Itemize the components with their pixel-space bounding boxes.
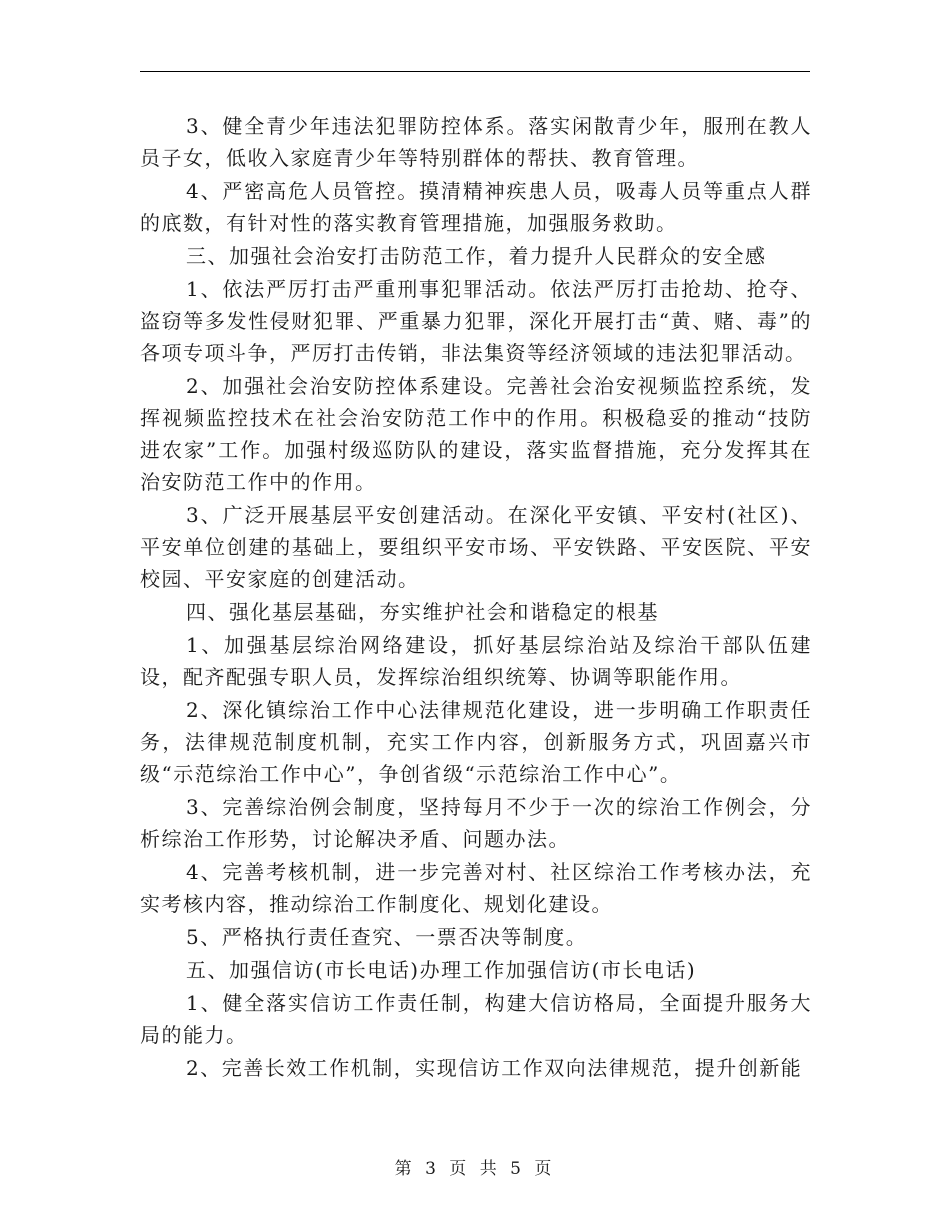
section-heading: 四、强化基层基础，夯实维护社会和谐稳定的根基 xyxy=(186,600,659,624)
page-number-footer: 第 3 页 共 5 页 xyxy=(394,1159,556,1179)
paragraph: 2、深化镇综治工作中心法律规范化建设，进一步明确工作职责任务，法律规范制度机制，充实工作内容，创新服务方式，巩固嘉兴市级“示范综治工作中心”，争创省级“示范综治工作中心”。 xyxy=(140,698,812,786)
paragraph: 4、完善考核机制，进一步完善对村、社区综治工作考核办法，充实考核内容，推动综治工作制度化、规划化建设。 xyxy=(140,860,812,916)
paragraph: 3、健全青少年违法犯罪防控体系。落实闲散青少年，服刑在教人员子女，低收入家庭青少年等特别群体的帮扶、教育管理。 xyxy=(140,114,812,170)
paragraph: 1、依法严厉打击严重刑事犯罪活动。依法严厉打击抢劫、抢夺、盗窃等多发性侵财犯罪、严重暴力犯罪，深化开展打击“黄、赌、毒”的各项专项斗争，严厉打击传销，非法集资等经济领域的违法犯罪活动。 xyxy=(140,277,812,365)
paragraph: 3、完善综治例会制度，坚持每月不少于一次的综治工作例会，分析综治工作形势，讨论解决矛盾、问题办法。 xyxy=(140,795,812,851)
paragraph: 1、健全落实信访工作责任制，构建大信访格局，全面提升服务大局的能力。 xyxy=(140,991,812,1047)
paragraph: 2、加强社会治安防控体系建设。完善社会治安视频监控系统，发挥视频监控技术在社会治安防范工作中的作用。积极稳妥的推动“技防进农家”工作。加强村级巡防队的建设，落实监督措施，充分发挥其在治安防范工作中的作用。 xyxy=(140,374,812,494)
header-rule xyxy=(140,71,810,72)
paragraph: 5、严格执行责任查究、一票否决等制度。 xyxy=(186,925,588,949)
section-heading: 五、加强信访(市长电话)办理工作加强信访(市长电话) xyxy=(186,958,697,982)
paragraph: 3、广泛开展基层平安创建活动。在深化平安镇、平安村(社区)、平安单位创建的基础上，要组织平安市场、平安铁路、平安医院、平安校园、平安家庭的创建活动。 xyxy=(140,503,812,591)
paragraph: 2、完善长效工作机制，实现信访工作双向法律规范，提升创新能 xyxy=(186,1056,803,1080)
paragraph: 4、严密高危人员管控。摸清精神疾患人员，吸毒人员等重点人群的底数，有针对性的落实教育管理措施，加强服务救助。 xyxy=(140,179,812,235)
document-body xyxy=(140,110,812,1085)
section-heading: 三、加强社会治安打击防范工作，着力提升人民群众的安全感 xyxy=(186,244,767,268)
paragraph: 1、加强基层综治网络建设，抓好基层综治站及综治干部队伍建设，配齐配强专职人员，发挥综治组织统筹、协调等职能作用。 xyxy=(140,633,812,689)
